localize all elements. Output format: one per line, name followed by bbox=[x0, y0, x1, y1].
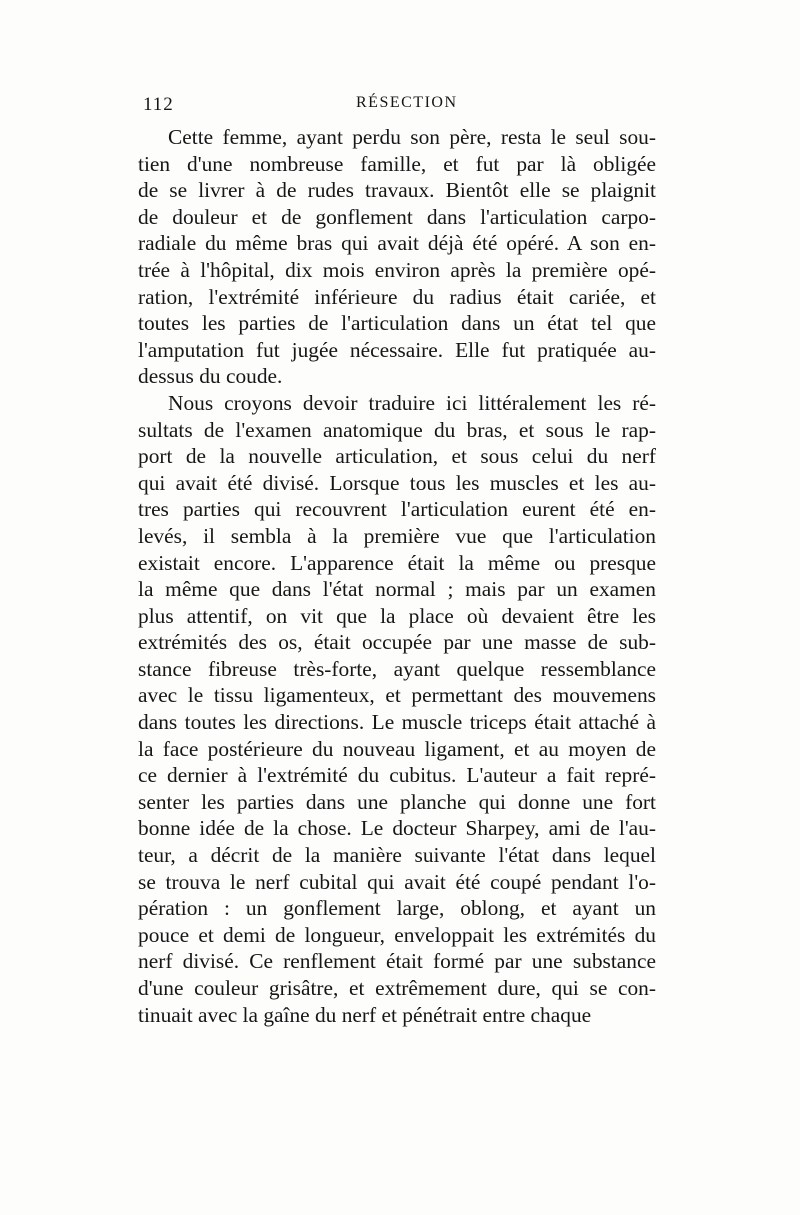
text-line: Nous croyons devoir traduire ici littéralement les ré- bbox=[168, 390, 656, 415]
text-line: port de la nouvelle articulation, et sous celui du nerf bbox=[138, 444, 656, 469]
text-line: de douleur et de gonflement dans l'articulation carpo- bbox=[138, 204, 656, 229]
text-line: radiale du même bras qui avait déjà été opéré. A son en- bbox=[138, 231, 656, 256]
page-number: 112 bbox=[143, 94, 174, 115]
text-line: avec le tissu ligamenteux, et permettant des mouvemens bbox=[138, 683, 656, 708]
paragraph bbox=[138, 390, 656, 1028]
text-line: teur, a décrit de la manière suivante l'état dans lequel bbox=[138, 843, 656, 868]
text-line: la même que dans l'état normal ; mais par un examen bbox=[138, 577, 656, 602]
text-line: nerf divisé. Ce renflement était formé par une substance bbox=[138, 949, 656, 974]
text-line: plus attentif, on vit que la place où devaient être les bbox=[138, 603, 656, 628]
text-line: Cette femme, ayant perdu son père, resta le seul sou- bbox=[168, 125, 656, 149]
text-line: se trouva le nerf cubital qui avait été coupé pendant l'o- bbox=[138, 869, 656, 894]
running-title: RÉSECTION bbox=[356, 94, 458, 111]
text-line: bonne idée de la chose. Le docteur Sharpey, ami de l'au- bbox=[138, 816, 656, 841]
text-line: trée à l'hôpital, dix mois environ après la première opé- bbox=[138, 257, 656, 282]
paragraph bbox=[138, 124, 656, 390]
text-line: senter les parties dans une planche qui donne une fort bbox=[138, 789, 656, 814]
text-line: stance fibreuse très-forte, ayant quelque ressemblance bbox=[138, 656, 656, 681]
text-line: toutes les parties de l'articulation dans un état tel que bbox=[138, 311, 656, 336]
text-line: la face postérieure du nouveau ligament, et au moyen de bbox=[138, 736, 656, 761]
text-line: qui avait été divisé. Lorsque tous les muscles et les au- bbox=[138, 470, 656, 495]
text-line: dans toutes les directions. Le muscle triceps était attaché à bbox=[138, 710, 656, 735]
text-line: ce dernier à l'extrémité du cubitus. L'auteur a fait repré- bbox=[138, 763, 656, 788]
text-line: extrémités des os, était occupée par une masse de sub- bbox=[138, 630, 656, 655]
text-line: levés, il sembla à la première vue que l'articulation bbox=[138, 523, 656, 548]
text-line: sultats de l'examen anatomique du bras, et sous le rap- bbox=[138, 417, 656, 442]
text-line: pouce et demi de longueur, enveloppait les extrémités du bbox=[138, 922, 656, 947]
text-line: tien d'une nombreuse famille, et fut par là obligée bbox=[138, 151, 656, 176]
text-line: l'amputation fut jugée nécessaire. Elle fut pratiquée au- bbox=[138, 337, 656, 362]
text-line: de se livrer à de rudes travaux. Bientôt elle se plaignit bbox=[138, 178, 656, 203]
text-line: tres parties qui recouvrent l'articulation eurent été en- bbox=[138, 497, 656, 522]
running-head bbox=[143, 94, 663, 118]
text-line: pération : un gonflement large, oblong, et ayant un bbox=[138, 896, 656, 921]
text-line: ration, l'extrémité inférieure du radius était cariée, et bbox=[138, 284, 656, 309]
text-line: tinuait avec la gaîne du nerf et pénétrait entre chaque bbox=[138, 1002, 592, 1027]
text-line: existait encore. L'apparence était la même ou presque bbox=[138, 550, 656, 575]
body-text bbox=[138, 124, 656, 1028]
text-line: dessus du coude. bbox=[138, 364, 283, 389]
text-line: d'une couleur grisâtre, et extrêmement dure, qui se con- bbox=[138, 976, 656, 1000]
